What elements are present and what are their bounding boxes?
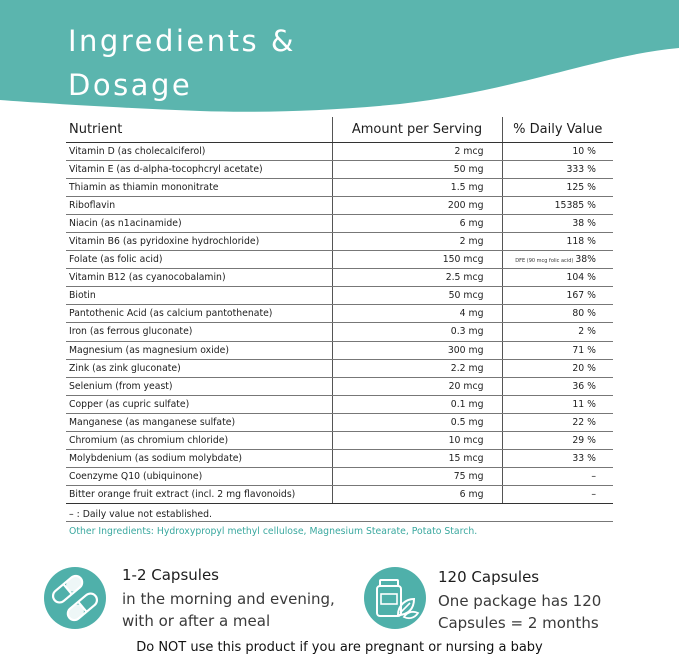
header-wave — [0, 0, 679, 120]
daily-value: 104 % — [566, 272, 596, 284]
page-title-line1: Ingredients & — [68, 24, 296, 58]
amount-per-serving: 300 mg — [332, 341, 502, 359]
nutrient-name: Biotin — [66, 287, 332, 305]
amount-per-serving: 75 mg — [332, 468, 502, 486]
nutrient-name: Chromium (as chromium chloride) — [66, 432, 332, 450]
nutrient-name: Riboflavin — [66, 196, 332, 214]
daily-value: 29 % — [572, 435, 596, 447]
daily-value-cell — [502, 413, 613, 431]
amount-per-serving: 2 mcg — [332, 142, 502, 160]
daily-value: 10 % — [572, 145, 596, 157]
header-banner — [0, 0, 679, 120]
amount-per-serving: 0.1 mg — [332, 395, 502, 413]
table-row — [66, 269, 613, 287]
column-header-daily-value: % Daily Value — [502, 117, 613, 142]
amount-per-serving: 6 mg — [332, 486, 502, 504]
table-header-row — [66, 117, 613, 142]
table-row — [66, 450, 613, 468]
nutrient-name: Folate (as folic acid) — [66, 251, 332, 269]
daily-value-cell — [502, 486, 613, 504]
daily-value-cell — [502, 305, 613, 323]
daily-value-cell — [502, 232, 613, 250]
table-row — [66, 214, 613, 232]
daily-value: 38% — [575, 254, 596, 266]
nutrient-name: Vitamin D (as cholecalciferol) — [66, 142, 332, 160]
nutrient-name: Coenzyme Q10 (ubiquinone) — [66, 468, 332, 486]
daily-value-note: DFE (90 mcg folic acid) — [515, 258, 574, 265]
daily-value-cell — [502, 196, 613, 214]
daily-value-cell — [502, 251, 613, 269]
daily-value-cell — [502, 214, 613, 232]
table-row — [66, 413, 613, 431]
daily-value-cell — [502, 142, 613, 160]
daily-value: 15385 % — [554, 199, 596, 211]
amount-per-serving: 0.3 mg — [332, 323, 502, 341]
amount-per-serving: 50 mg — [332, 160, 502, 178]
pregnancy-warning: Do NOT use this product if you are pregnant or nursing a baby — [136, 640, 543, 655]
column-header-amount: Amount per Serving — [332, 117, 502, 142]
daily-value: 22 % — [572, 416, 596, 428]
daily-value-cell — [502, 377, 613, 395]
dosage-line2: with or after a meal — [122, 612, 271, 630]
table-row — [66, 359, 613, 377]
daily-value: 20 % — [572, 362, 596, 374]
nutrient-name: Zink (as zink gluconate) — [66, 359, 332, 377]
dosage-heading: 1-2 Capsules — [122, 566, 219, 584]
daily-value: 125 % — [566, 181, 596, 193]
daily-value-cell — [502, 287, 613, 305]
table-row — [66, 232, 613, 250]
other-ingredients: Other Ingredients: Hydroxypropyl methyl cellulose, Magnesium Stearate, Potato Starch. — [69, 526, 478, 537]
daily-value: – — [591, 489, 596, 501]
amount-per-serving: 200 mg — [332, 196, 502, 214]
nutrient-name: Thiamin as thiamin mononitrate — [66, 178, 332, 196]
package-info — [438, 568, 601, 634]
nutrient-name: Copper (as cupric sulfate) — [66, 395, 332, 413]
footnote-divider — [66, 521, 613, 522]
table-row — [66, 341, 613, 359]
nutrient-name: Vitamin B6 (as pyridoxine hydrochloride) — [66, 232, 332, 250]
amount-per-serving: 50 mcg — [332, 287, 502, 305]
daily-value-cell — [502, 269, 613, 287]
daily-value: 80 % — [572, 308, 596, 320]
nutrient-name: Vitamin B12 (as cyanocobalamin) — [66, 269, 332, 287]
daily-value: 167 % — [566, 290, 596, 302]
table-row — [66, 142, 613, 160]
daily-value-footnote: – : Daily value not established. — [69, 509, 212, 520]
bottle-leaf-icon — [364, 567, 426, 629]
daily-value-cell — [502, 432, 613, 450]
table-row — [66, 377, 613, 395]
page-title-line2: Dosage — [68, 68, 193, 102]
table-row — [66, 160, 613, 178]
amount-per-serving: 2.2 mg — [332, 359, 502, 377]
capsules-icon — [44, 567, 106, 629]
daily-value-cell — [502, 323, 613, 341]
nutrient-name: Bitter orange fruit extract (incl. 2 mg flavonoids) — [66, 486, 332, 504]
daily-value: 36 % — [572, 380, 596, 392]
table-row — [66, 323, 613, 341]
table-row — [66, 178, 613, 196]
daily-value-cell — [502, 341, 613, 359]
amount-per-serving: 10 mcg — [332, 432, 502, 450]
daily-value: 33 % — [572, 453, 596, 465]
package-line2: Capsules = 2 months — [438, 614, 599, 632]
daily-value: 118 % — [566, 236, 596, 248]
table-row — [66, 468, 613, 486]
daily-value-cell — [502, 160, 613, 178]
table-row — [66, 486, 613, 504]
dosage-line1: in the morning and evening, — [122, 590, 335, 608]
daily-value-cell — [502, 359, 613, 377]
nutrient-name: Vitamin E (as d-alpha-tocophcryl acetate) — [66, 160, 332, 178]
daily-value-cell — [502, 450, 613, 468]
amount-per-serving: 6 mg — [332, 214, 502, 232]
daily-value: 333 % — [566, 163, 596, 175]
table-row — [66, 287, 613, 305]
daily-value-cell — [502, 468, 613, 486]
daily-value: – — [591, 471, 596, 483]
package-line1: One package has 120 — [438, 592, 602, 610]
dosage-info — [122, 566, 335, 632]
nutrient-name: Iron (as ferrous gluconate) — [66, 323, 332, 341]
daily-value: 38 % — [572, 217, 596, 229]
amount-per-serving: 15 mcg — [332, 450, 502, 468]
nutrient-name: Manganese (as manganese sulfate) — [66, 413, 332, 431]
nutrient-name: Magnesium (as magnesium oxide) — [66, 341, 332, 359]
nutrient-name: Molybdenium (as sodium molybdate) — [66, 450, 332, 468]
column-header-nutrient: Nutrient — [66, 117, 332, 142]
nutrient-name: Pantothenic Acid (as calcium pantothenate) — [66, 305, 332, 323]
daily-value: 2 % — [578, 326, 596, 338]
daily-value-cell — [502, 178, 613, 196]
amount-per-serving: 4 mg — [332, 305, 502, 323]
table-row — [66, 305, 613, 323]
daily-value: 11 % — [572, 398, 596, 410]
amount-per-serving: 150 mcg — [332, 251, 502, 269]
amount-per-serving: 2 mg — [332, 232, 502, 250]
nutrient-table — [66, 117, 613, 504]
table-row — [66, 251, 613, 269]
amount-per-serving: 2.5 mcg — [332, 269, 502, 287]
table-row — [66, 196, 613, 214]
amount-per-serving: 20 mcg — [332, 377, 502, 395]
table-row — [66, 395, 613, 413]
table-row — [66, 432, 613, 450]
daily-value: 71 % — [572, 344, 596, 356]
package-heading: 120 Capsules — [438, 568, 540, 586]
daily-value-cell — [502, 395, 613, 413]
nutrient-name: Niacin (as n1acinamide) — [66, 214, 332, 232]
amount-per-serving: 0.5 mg — [332, 413, 502, 431]
amount-per-serving: 1.5 mg — [332, 178, 502, 196]
nutrient-name: Selenium (from yeast) — [66, 377, 332, 395]
